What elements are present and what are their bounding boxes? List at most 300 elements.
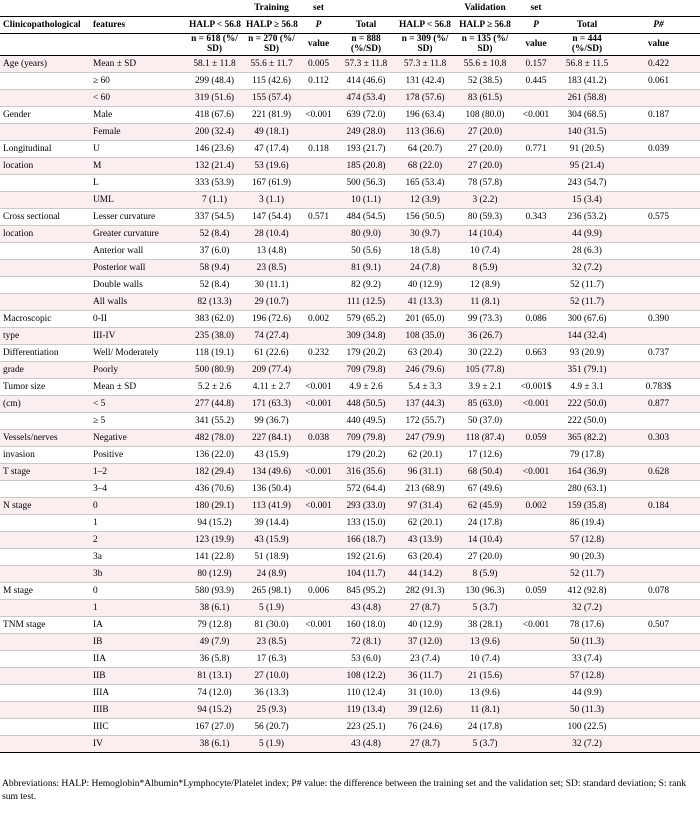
- table-cell: 209 (77.4): [243, 361, 300, 378]
- table-cell: 24 (8.9): [243, 565, 300, 582]
- table-cell: 235 (38.0): [186, 327, 243, 344]
- table-cell: 134 (49.6): [243, 463, 300, 480]
- table-cell: IV: [90, 735, 186, 752]
- table-cell: 156 (50.5): [395, 208, 455, 225]
- table-cell: [515, 242, 557, 259]
- table-cell: 7 (1.1): [186, 191, 243, 208]
- col-p-hash: P#: [617, 17, 700, 34]
- table-cell: 140 (31.5): [557, 123, 617, 140]
- table-cell: Age (years): [0, 55, 90, 72]
- table-cell: 41 (13.3): [395, 293, 455, 310]
- table-row: [0, 684, 700, 701]
- table-cell: 99 (73.3): [455, 310, 515, 327]
- table-cell: [515, 650, 557, 667]
- table-cell: Posterior wall: [90, 259, 186, 276]
- table-cell: [300, 157, 337, 174]
- table-cell: [300, 531, 337, 548]
- table-cell: 2: [90, 531, 186, 548]
- table-cell: 414 (46.6): [337, 72, 395, 89]
- table-cell: [515, 276, 557, 293]
- table-cell: 482 (78.0): [186, 429, 243, 446]
- table-cell: 300 (67.6): [557, 310, 617, 327]
- table-cell: 39 (14.4): [243, 514, 300, 531]
- table-cell: 86 (19.4): [557, 514, 617, 531]
- table-cell: 246 (79.6): [395, 361, 455, 378]
- table-cell: <0.001: [300, 463, 337, 480]
- table-cell: <0.001: [300, 106, 337, 123]
- table-row: [0, 395, 700, 412]
- table-cell: 277 (44.8): [186, 395, 243, 412]
- table-cell: [617, 480, 700, 497]
- table-cell: 82 (9.2): [337, 276, 395, 293]
- table-cell: [617, 123, 700, 140]
- table-cell: [515, 701, 557, 718]
- table-cell: Poorly: [90, 361, 186, 378]
- table-cell: 0.112: [300, 72, 337, 89]
- table-cell: [617, 548, 700, 565]
- table-cell: Well/ Moderately: [90, 344, 186, 361]
- table-cell: location: [0, 225, 90, 242]
- table-cell: 223 (25.1): [337, 718, 395, 735]
- table-cell: IB: [90, 633, 186, 650]
- table-row: [0, 463, 700, 480]
- table-cell: 136 (22.0): [186, 446, 243, 463]
- table-cell: 8 (5.9): [455, 259, 515, 276]
- col-halp-low: HALP < 56.8: [186, 17, 243, 34]
- table-cell: 183 (41.2): [557, 72, 617, 89]
- table-cell: Tumor size: [0, 378, 90, 395]
- table-cell: 81 (30.0): [243, 616, 300, 633]
- table-cell: III-IV: [90, 327, 186, 344]
- table-cell: 247 (79.9): [395, 429, 455, 446]
- table-cell: 0: [90, 497, 186, 514]
- table-cell: [617, 650, 700, 667]
- table-cell: (cm): [0, 395, 90, 412]
- table-cell: 52 (11.7): [557, 293, 617, 310]
- table-cell: 222 (50.0): [557, 412, 617, 429]
- table-cell: 500 (80.9): [186, 361, 243, 378]
- table-cell: [617, 718, 700, 735]
- table-cell: 261 (58.8): [557, 89, 617, 106]
- table-cell: 709 (79.8): [337, 429, 395, 446]
- table-cell: All walls: [90, 293, 186, 310]
- table-cell: 1–2: [90, 463, 186, 480]
- table-cell: 17 (12.6): [455, 446, 515, 463]
- table-cell: 185 (20.8): [337, 157, 395, 174]
- table-cell: 118 (87.4): [455, 429, 515, 446]
- table-cell: 32 (7.2): [557, 259, 617, 276]
- table-cell: [617, 157, 700, 174]
- table-cell: 165 (53.4): [395, 174, 455, 191]
- table-row: [0, 106, 700, 123]
- table-row: [0, 582, 700, 599]
- table-cell: Positive: [90, 446, 186, 463]
- col-halp-low-v: HALP < 56.8: [395, 17, 455, 34]
- table-cell: 141 (22.8): [186, 548, 243, 565]
- table-cell: 4.9 ± 2.6: [337, 378, 395, 395]
- table-cell: [515, 514, 557, 531]
- table-cell: Double walls: [90, 276, 186, 293]
- table-cell: [617, 633, 700, 650]
- table-cell: 27 (20.0): [455, 157, 515, 174]
- table-cell: Greater curvature: [90, 225, 186, 242]
- table-cell: [300, 327, 337, 344]
- table-cell: 196 (72.6): [243, 310, 300, 327]
- table-cell: 53 (6.0): [337, 650, 395, 667]
- table-cell: 146 (23.6): [186, 140, 243, 157]
- table-cell: Gender: [0, 106, 90, 123]
- table-cell: 341 (55.2): [186, 412, 243, 429]
- table-cell: 40 (12.9): [395, 276, 455, 293]
- table-cell: <0.001: [300, 395, 337, 412]
- table-row: [0, 242, 700, 259]
- table-cell: 52 (8.4): [186, 225, 243, 242]
- table-cell: 44 (9.9): [557, 225, 617, 242]
- table-cell: [300, 276, 337, 293]
- table-cell: 23 (7.4): [395, 650, 455, 667]
- table-cell: [617, 276, 700, 293]
- table-cell: [515, 123, 557, 140]
- table-cell: 13 (9.6): [455, 633, 515, 650]
- table-cell: 14 (10.4): [455, 531, 515, 548]
- table-cell: 36 (26.7): [455, 327, 515, 344]
- table-cell: 23 (8.5): [243, 633, 300, 650]
- table-cell: 47 (17.4): [243, 140, 300, 157]
- table-row: [0, 89, 700, 106]
- table-cell: 97 (31.4): [395, 497, 455, 514]
- table-row: [0, 55, 700, 72]
- table-cell: 78 (17.6): [557, 616, 617, 633]
- table-cell: < 60: [90, 89, 186, 106]
- table-cell: 74 (12.0): [186, 684, 243, 701]
- table-cell: 4.9 ± 3.1: [557, 378, 617, 395]
- table-cell: [300, 684, 337, 701]
- table-cell: [515, 565, 557, 582]
- table-cell: 0.059: [515, 582, 557, 599]
- col-halp-high: HALP ≥ 56.8: [243, 17, 300, 34]
- table-cell: 166 (18.7): [337, 531, 395, 548]
- table-cell: [0, 242, 90, 259]
- table-row: [0, 548, 700, 565]
- table-cell: 11 (8.1): [455, 701, 515, 718]
- sub-t-p: value: [300, 34, 337, 56]
- table-cell: 383 (62.0): [186, 310, 243, 327]
- table-cell: 63 (20.4): [395, 344, 455, 361]
- table-cell: 440 (49.5): [337, 412, 395, 429]
- table-row: [0, 310, 700, 327]
- table-row: [0, 616, 700, 633]
- table-cell: [300, 89, 337, 106]
- table-cell: 137 (44.3): [395, 395, 455, 412]
- table-cell: [300, 123, 337, 140]
- table-cell: 49 (18.1): [243, 123, 300, 140]
- table-cell: [617, 327, 700, 344]
- table-cell: 17 (6.3): [243, 650, 300, 667]
- table-cell: [515, 174, 557, 191]
- table-cell: 96 (31.1): [395, 463, 455, 480]
- table-cell: [515, 89, 557, 106]
- table-cell: 1: [90, 514, 186, 531]
- table-row: [0, 344, 700, 361]
- table-cell: 282 (91.3): [395, 582, 455, 599]
- table-cell: 580 (93.9): [186, 582, 243, 599]
- table-cell: 37 (6.0): [186, 242, 243, 259]
- table-cell: [300, 735, 337, 752]
- table-cell: [0, 735, 90, 752]
- table-cell: 0.002: [515, 497, 557, 514]
- table-row: [0, 378, 700, 395]
- table-cell: 64 (20.7): [395, 140, 455, 157]
- table-cell: 0.663: [515, 344, 557, 361]
- table-cell: IIIB: [90, 701, 186, 718]
- header-row-subs: [0, 34, 700, 56]
- table-cell: 72 (8.1): [337, 633, 395, 650]
- table-cell: <0.001: [300, 616, 337, 633]
- table-cell: [515, 667, 557, 684]
- table-cell: <0.001$: [515, 378, 557, 395]
- table-cell: 82 (13.3): [186, 293, 243, 310]
- table-cell: 0.571: [300, 208, 337, 225]
- table-cell: 31 (10.0): [395, 684, 455, 701]
- table-cell: 27 (8.7): [395, 735, 455, 752]
- table-cell: [300, 446, 337, 463]
- table-cell: 12 (3.9): [395, 191, 455, 208]
- table-cell: 155 (57.4): [243, 89, 300, 106]
- table-cell: 13 (9.6): [455, 684, 515, 701]
- table-cell: 243 (54.7): [557, 174, 617, 191]
- table-row: [0, 667, 700, 684]
- table-cell: 27 (8.7): [395, 599, 455, 616]
- sub-t-high: n = 270 (%/ SD): [243, 34, 300, 56]
- table-cell: 333 (53.9): [186, 174, 243, 191]
- table-cell: 200 (32.4): [186, 123, 243, 140]
- table-cell: 38 (6.1): [186, 735, 243, 752]
- table-cell: 5 (3.7): [455, 599, 515, 616]
- table-cell: 111 (12.5): [337, 293, 395, 310]
- table-cell: [515, 361, 557, 378]
- table-cell: 3b: [90, 565, 186, 582]
- table-cell: 108 (35.0): [395, 327, 455, 344]
- table-cell: T stage: [0, 463, 90, 480]
- table-cell: 0.232: [300, 344, 337, 361]
- col-total-v: Total: [557, 17, 617, 34]
- table-cell: 93 (20.9): [557, 344, 617, 361]
- table-cell: [515, 157, 557, 174]
- table-cell: 76 (24.6): [395, 718, 455, 735]
- table-row: [0, 633, 700, 650]
- table-cell: Cross sectional: [0, 208, 90, 225]
- table-cell: 0.783$: [617, 378, 700, 395]
- table-cell: Differentiation: [0, 344, 90, 361]
- table-cell: 171 (63.3): [243, 395, 300, 412]
- table-row: [0, 735, 700, 752]
- table-cell: 5 (1.9): [243, 735, 300, 752]
- table-cell: 29 (10.7): [243, 293, 300, 310]
- table-cell: 299 (48.4): [186, 72, 243, 89]
- table-body: [0, 55, 700, 752]
- table-cell: 58.1 ± 11.8: [186, 55, 243, 72]
- table-cell: [515, 633, 557, 650]
- table-cell: 50 (11.3): [557, 701, 617, 718]
- table-cell: <0.001: [515, 395, 557, 412]
- table-cell: 436 (70.6): [186, 480, 243, 497]
- table-cell: 94 (15.2): [186, 514, 243, 531]
- table-row: [0, 650, 700, 667]
- table-cell: [300, 361, 337, 378]
- validation-set-label: set: [530, 2, 542, 13]
- table-cell: 136 (50.4): [243, 480, 300, 497]
- table-cell: 115 (42.6): [243, 72, 300, 89]
- table-cell: 58 (9.4): [186, 259, 243, 276]
- table-cell: 27 (10.0): [243, 667, 300, 684]
- table-cell: 10 (7.4): [455, 242, 515, 259]
- table-cell: 180 (29.1): [186, 497, 243, 514]
- table-cell: [300, 565, 337, 582]
- table-cell: 49 (7.9): [186, 633, 243, 650]
- table-cell: [515, 327, 557, 344]
- footnote: Abbreviations: HALP: Hemoglobin*Albumin*Lymphocyte/Platelet index; P# value: the difference between the training set and the validation set; SD: standard deviation; S: rank sum test.: [2, 778, 687, 802]
- table-cell: [0, 276, 90, 293]
- table-cell: [0, 174, 90, 191]
- table-cell: 221 (81.9): [243, 106, 300, 123]
- table-cell: < 5: [90, 395, 186, 412]
- table-cell: [617, 174, 700, 191]
- table-cell: 3–4: [90, 480, 186, 497]
- table-cell: 36 (5.8): [186, 650, 243, 667]
- table-cell: 448 (50.5): [337, 395, 395, 412]
- table-cell: [0, 633, 90, 650]
- table-cell: [515, 718, 557, 735]
- table-cell: 0.184: [617, 497, 700, 514]
- table-row: [0, 276, 700, 293]
- table-cell: [617, 446, 700, 463]
- table-cell: 110 (12.4): [337, 684, 395, 701]
- table-cell: 196 (63.4): [395, 106, 455, 123]
- table-cell: 80 (9.0): [337, 225, 395, 242]
- table-cell: 18 (5.8): [395, 242, 455, 259]
- table-cell: 57.3 ± 11.8: [337, 55, 395, 72]
- table-cell: [617, 531, 700, 548]
- table-cell: [617, 514, 700, 531]
- table-cell: 38 (6.1): [186, 599, 243, 616]
- table-cell: [0, 123, 90, 140]
- table-cell: 0.039: [617, 140, 700, 157]
- col-clinico: Clinicopathological: [0, 17, 90, 34]
- table-cell: 78 (57.8): [455, 174, 515, 191]
- table-cell: grade: [0, 361, 90, 378]
- table-cell: M stage: [0, 582, 90, 599]
- table-cell: 1: [90, 599, 186, 616]
- table-row: [0, 191, 700, 208]
- table-cell: [0, 667, 90, 684]
- table-cell: [0, 718, 90, 735]
- table-cell: 213 (68.9): [395, 480, 455, 497]
- table-cell: 13 (4.8): [243, 242, 300, 259]
- table-row: [0, 718, 700, 735]
- table-cell: 30 (11.1): [243, 276, 300, 293]
- table-cell: <0.001: [515, 463, 557, 480]
- table-cell: ≥ 60: [90, 72, 186, 89]
- table-cell: 108 (80.0): [455, 106, 515, 123]
- table-cell: location: [0, 157, 90, 174]
- table-cell: 104 (11.7): [337, 565, 395, 582]
- table-cell: [0, 684, 90, 701]
- table-cell: 36 (13.3): [243, 684, 300, 701]
- table-cell: 15 (3.4): [557, 191, 617, 208]
- table-cell: 0: [90, 582, 186, 599]
- sub-p-hash: value: [617, 34, 700, 56]
- table-cell: 709 (79.8): [337, 361, 395, 378]
- table-cell: 227 (84.1): [243, 429, 300, 446]
- table-cell: 30 (22.2): [455, 344, 515, 361]
- table-cell: <0.001: [300, 378, 337, 395]
- table-cell: 51 (18.9): [243, 548, 300, 565]
- table-cell: L: [90, 174, 186, 191]
- table-cell: [300, 412, 337, 429]
- table-cell: Negative: [90, 429, 186, 446]
- table-cell: M: [90, 157, 186, 174]
- table-cell: [515, 259, 557, 276]
- table-row: [0, 701, 700, 718]
- table-cell: 0.445: [515, 72, 557, 89]
- sub-v-total: n = 444 (%/SD): [557, 34, 617, 56]
- training-label: Training: [254, 2, 289, 13]
- table-cell: 3.9 ± 2.1: [455, 378, 515, 395]
- table-cell: 57 (12.8): [557, 531, 617, 548]
- table-cell: 249 (28.0): [337, 123, 395, 140]
- table-cell: 0.005: [300, 55, 337, 72]
- table-cell: Anterior wall: [90, 242, 186, 259]
- table-cell: 80 (12.9): [186, 565, 243, 582]
- table-cell: 11 (8.1): [455, 293, 515, 310]
- table-cell: 33 (7.4): [557, 650, 617, 667]
- table-cell: N stage: [0, 497, 90, 514]
- table-cell: 3 (2.2): [455, 191, 515, 208]
- table-cell: [300, 174, 337, 191]
- table-cell: [300, 480, 337, 497]
- table-cell: 119 (13.4): [337, 701, 395, 718]
- table-cell: 160 (18.0): [337, 616, 395, 633]
- table-cell: 90 (20.3): [557, 548, 617, 565]
- table-row: [0, 208, 700, 225]
- table-cell: [300, 514, 337, 531]
- table-cell: 0.038: [300, 429, 337, 446]
- table-row: [0, 157, 700, 174]
- table-cell: 319 (51.6): [186, 89, 243, 106]
- table-cell: [515, 735, 557, 752]
- table-cell: 133 (15.0): [337, 514, 395, 531]
- table-cell: 10 (1.1): [337, 191, 395, 208]
- table-cell: 39 (12.6): [395, 701, 455, 718]
- table-cell: 5 (3.7): [455, 735, 515, 752]
- table-row: [0, 599, 700, 616]
- table-cell: 192 (21.6): [337, 548, 395, 565]
- table-row: [0, 225, 700, 242]
- table-cell: 0.061: [617, 72, 700, 89]
- table-cell: [0, 514, 90, 531]
- table-cell: 0.771: [515, 140, 557, 157]
- table-cell: 0.507: [617, 616, 700, 633]
- table-cell: 80 (59.3): [455, 208, 515, 225]
- table-cell: UML: [90, 191, 186, 208]
- table-cell: 100 (22.5): [557, 718, 617, 735]
- table-cell: 222 (50.0): [557, 395, 617, 412]
- table-cell: [617, 259, 700, 276]
- table-cell: 85 (63.0): [455, 395, 515, 412]
- table-cell: 0.390: [617, 310, 700, 327]
- header-row-columns: [0, 17, 700, 34]
- table-row: [0, 140, 700, 157]
